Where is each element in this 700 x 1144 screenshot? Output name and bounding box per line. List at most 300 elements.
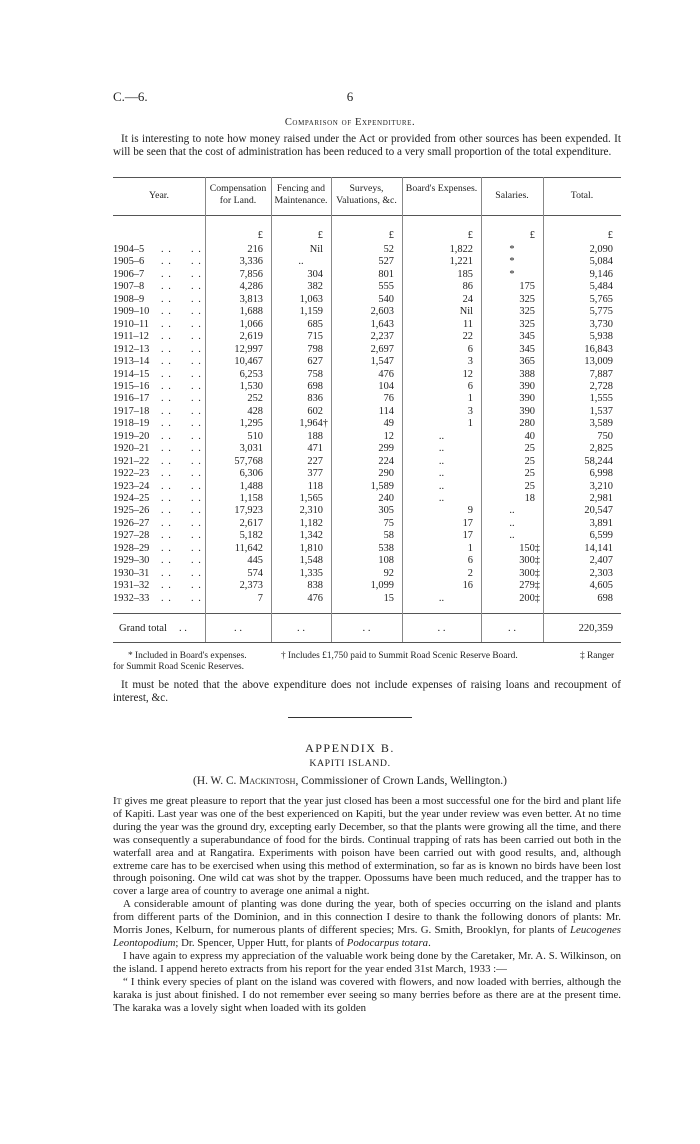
cell-compensation: 2,373	[239, 580, 263, 592]
cell-board-expenses: 17	[462, 517, 473, 529]
cell-total: 5,765	[589, 293, 613, 305]
year-leader: . .	[161, 281, 172, 293]
column-header-fencing: Fencing and Maintenance.	[274, 183, 328, 206]
cell-surveys: 114	[378, 405, 394, 417]
unit-label: £	[529, 230, 535, 241]
cell-surveys: 240	[378, 493, 394, 504]
cell-board-expenses: ..	[438, 455, 445, 467]
cell-board-expenses: 6	[467, 343, 473, 355]
column-header-compensation: Compensation for Land.	[209, 183, 267, 206]
unit-label: £	[467, 230, 473, 241]
cell-total: 16,843	[584, 343, 613, 355]
cell-compensation: 17,923	[234, 505, 263, 517]
cell-total: 750	[597, 430, 613, 442]
column-header-surveys: Surveys, Valuations, &c.	[336, 183, 397, 206]
year-cell: 1925–26	[113, 505, 150, 517]
year-cell: 1912–13	[113, 343, 150, 355]
year-cell: 1930–31	[113, 567, 150, 579]
unit-label: £	[317, 230, 323, 241]
year-leader: . .	[161, 418, 172, 430]
cell-salaries: 390	[519, 405, 535, 417]
cell-compensation: 57,768	[234, 455, 263, 467]
cell-fencing: 476	[307, 592, 323, 604]
cell-salaries: 280	[519, 418, 535, 430]
cell-compensation: 1,488	[239, 480, 263, 492]
cell-board-expenses: Nil	[459, 306, 473, 318]
cell-salaries: 325	[519, 306, 535, 318]
species-name: Podocarpus totara	[346, 936, 429, 949]
cell-fencing: 627	[307, 356, 323, 368]
cell-fencing: 1,565	[299, 493, 323, 504]
cell-compensation: 252	[247, 393, 263, 405]
cell-salaries: 200‡	[519, 592, 540, 604]
year-leader: . .	[161, 380, 172, 392]
cell-total: 698	[597, 592, 613, 604]
cell-total: 13,009	[584, 356, 613, 368]
cell-total: 3,891	[589, 517, 613, 529]
cell-salaries: ..	[509, 530, 515, 542]
year-cell: 1928–29	[113, 542, 150, 554]
year-leader: . .	[161, 567, 172, 579]
appendix-author: (H. W. C. Mackintosh, Commissioner of Crown Lands, Wellington.)	[193, 775, 507, 787]
intro-paragraph: It is interesting to note how money raised under the Act or provided from other sources has been expended. It will be seen that the cost of administration has been reduced to a very small proportion of the total expenditure.	[113, 133, 621, 159]
cell-total: 5,775	[589, 306, 613, 318]
cell-total: 3,589	[589, 418, 613, 430]
year-leader: . .	[191, 517, 202, 529]
year-cell: 1915–16	[113, 380, 150, 392]
column-header-year: Year.	[149, 190, 169, 201]
footnote-star: * Included in Board's expenses.	[128, 651, 247, 661]
year-cell: 1918–19	[113, 418, 150, 430]
year-cell: 1932–33	[113, 592, 150, 604]
cell-fencing: 304	[307, 268, 323, 280]
table-header-rule	[113, 215, 621, 216]
year-cell: 1922–23	[113, 468, 150, 480]
cell-fencing: 1,810	[299, 542, 323, 554]
cell-compensation: 3,813	[239, 293, 263, 305]
cell-board-expenses: ..	[438, 443, 445, 455]
cell-fencing: 602	[307, 405, 323, 417]
year-cell: 1917–18	[113, 405, 150, 417]
year-leader: . .	[191, 356, 202, 368]
cell-salaries: 150‡	[519, 542, 540, 554]
page-number: 6	[346, 89, 354, 104]
year-leader: . .	[161, 592, 172, 604]
cell-salaries: 175	[519, 281, 535, 293]
cell-compensation: 445	[247, 555, 263, 567]
cell-total: 2,728	[589, 380, 613, 392]
year-leader: . .	[161, 530, 172, 542]
cell-compensation: 12,997	[234, 343, 263, 355]
cell-compensation: 10,467	[234, 356, 263, 368]
year-leader: . .	[161, 505, 172, 517]
cell-total: 2,981	[589, 493, 613, 504]
year-leader: . .	[191, 268, 202, 280]
cell-surveys: 290	[378, 468, 394, 480]
year-leader: . .	[161, 331, 172, 343]
cell-salaries: ..	[509, 505, 515, 517]
unit-label: £	[257, 230, 263, 241]
cell-total: 7,887	[589, 368, 613, 380]
year-cell: 1926–27	[113, 517, 150, 529]
cell-total: 14,141	[584, 542, 613, 554]
section-title: Comparison of Expenditure.	[284, 117, 416, 128]
year-cell: 1920–21	[113, 443, 150, 455]
cell-board-expenses: 3	[467, 405, 473, 417]
grand-total-label: Grand total	[119, 623, 167, 634]
year-leader: . .	[161, 244, 172, 255]
cell-fencing: 1,964†	[299, 418, 328, 430]
cell-salaries: *	[509, 244, 515, 255]
cell-surveys: 527	[378, 256, 394, 268]
year-leader: . .	[191, 380, 202, 392]
unit-label: £	[388, 230, 394, 241]
cell-surveys: 2,697	[370, 343, 394, 355]
cell-salaries: 345	[519, 331, 535, 343]
cell-total: 6,599	[589, 530, 613, 542]
year-cell: 1907–8	[113, 281, 145, 293]
year-leader: . .	[191, 455, 202, 467]
year-leader: . .	[161, 493, 172, 504]
year-leader: . .	[191, 542, 202, 554]
cell-surveys: 540	[378, 293, 394, 305]
cell-fencing: 838	[307, 580, 323, 592]
cell-surveys: 476	[378, 368, 394, 380]
cell-surveys: 538	[378, 542, 394, 554]
cell-surveys: 76	[383, 393, 394, 405]
year-cell: 1904–5	[113, 244, 145, 255]
cell-surveys: 12	[383, 430, 394, 442]
cell-fencing: 798	[307, 343, 323, 355]
cell-fencing: 685	[307, 318, 323, 330]
grand-total-empty: . .	[234, 623, 242, 634]
cell-compensation: 510	[247, 430, 263, 442]
year-leader: . .	[161, 318, 172, 330]
cell-salaries: *	[509, 268, 515, 280]
cell-total: 5,938	[589, 331, 613, 343]
cell-board-expenses: 6	[467, 555, 473, 567]
cell-fencing: ..	[298, 256, 304, 268]
cell-total: 6,998	[589, 468, 613, 480]
year-leader: . .	[191, 480, 202, 492]
year-leader: . .	[191, 530, 202, 542]
cell-fencing: 2,310	[299, 505, 323, 517]
cell-surveys: 555	[378, 281, 394, 293]
appendix-body	[113, 795, 621, 1014]
cell-salaries: 300‡	[519, 567, 540, 579]
cell-compensation: 7	[257, 592, 263, 604]
appendix-title: APPENDIX B.	[305, 741, 395, 755]
cell-surveys: 1,643	[370, 318, 394, 330]
year-cell: 1929–30	[113, 555, 150, 567]
cell-surveys: 15	[383, 592, 394, 604]
year-cell: 1908–9	[113, 293, 145, 305]
cell-surveys: 801	[378, 268, 394, 280]
cell-compensation: 6,306	[239, 468, 263, 480]
cell-fencing: 1,342	[299, 530, 323, 542]
year-cell: 1921–22	[113, 455, 150, 467]
expenditure-table	[113, 177, 621, 643]
year-leader: . .	[161, 256, 172, 268]
cell-salaries: *	[509, 256, 515, 268]
cell-salaries: ..	[509, 517, 515, 529]
cell-board-expenses: 1,822	[449, 244, 473, 255]
year-leader: . .	[191, 468, 202, 480]
year-leader: . .	[191, 256, 202, 268]
cell-fencing: 382	[307, 281, 323, 293]
cell-total: 2,303	[589, 567, 613, 579]
cell-compensation: 5,182	[239, 530, 263, 542]
section-divider	[288, 717, 412, 718]
cell-fencing: 227	[307, 455, 323, 467]
cell-fencing: 188	[307, 430, 323, 442]
grand-total-leader: . .	[179, 623, 187, 634]
year-leader: . .	[161, 306, 172, 318]
cell-fencing: 1,159	[299, 306, 323, 318]
cell-total: 5,484	[589, 281, 613, 293]
cell-board-expenses: 6	[467, 380, 473, 392]
report-code: C.—6.	[113, 89, 148, 104]
cell-board-expenses: 1	[467, 418, 473, 430]
year-leader: . .	[161, 343, 172, 355]
year-leader: . .	[161, 542, 172, 554]
cell-fencing: 698	[307, 380, 323, 392]
cell-board-expenses: ..	[438, 480, 445, 492]
cell-salaries: 390	[519, 393, 535, 405]
grand-total-value: 220,359	[578, 623, 613, 634]
cell-board-expenses: 1,221	[449, 256, 473, 268]
cell-board-expenses: ..	[438, 493, 445, 504]
cell-surveys: 75	[383, 517, 394, 529]
year-cell: 1931–32	[113, 580, 150, 592]
year-leader: . .	[191, 331, 202, 343]
cell-total: 2,090	[589, 244, 613, 255]
cell-salaries: 40	[524, 430, 535, 442]
body-paragraph-1: It gives me great pleasure to report that the year just closed has been a most successful one for the bird and plant life of Kapiti. Last year was one of the best experienced on Kapiti, but the year under review was even better. At no time during the year was the ground dry, excepting early December, so that the plants were growing all the time, and there was consequently a superabundance of food for the birds. Continual trapping of rats has been carried out both in the waterfall area and at Rangatira. Experiments with poison have been carried out with good results, and, although extreme care has to be exercised when using this method of extermination, so far as is known no birds have been lost through poisoning. One wild cat was shot by the trapper. Opossums have been much reduced, and the trapper has to cover a large area of country to average one animal a night.	[113, 795, 621, 898]
year-leader: . .	[191, 293, 202, 305]
year-leader: . .	[161, 580, 172, 592]
cell-salaries: 279‡	[519, 580, 540, 592]
cell-surveys: 1,547	[370, 356, 394, 368]
year-cell: 1906–7	[113, 268, 145, 280]
cell-total: 1,537	[589, 405, 613, 417]
year-leader: . .	[191, 555, 202, 567]
cell-salaries: 345	[519, 343, 535, 355]
cell-total: 4,605	[589, 580, 613, 592]
table-body-rule	[113, 613, 621, 614]
year-cell: 1910–11	[113, 318, 149, 330]
cell-salaries: 25	[524, 468, 535, 480]
cell-compensation: 4,286	[239, 281, 263, 293]
year-leader: . .	[191, 281, 202, 293]
cell-salaries: 25	[524, 443, 535, 455]
cell-surveys: 1,099	[370, 580, 394, 592]
year-leader: . .	[191, 592, 202, 604]
cell-total: 2,407	[589, 555, 613, 567]
cell-compensation: 2,619	[239, 331, 263, 343]
unit-label: £	[607, 230, 613, 241]
expenditure-note: It must be noted that the above expenditure does not include expenses of raising loans and recoupment of interest, &c.	[113, 679, 621, 705]
column-header-board-expenses: Board's Expenses.	[405, 183, 478, 194]
cell-surveys: 108	[378, 555, 394, 567]
cell-salaries: 388	[519, 368, 535, 380]
year-leader: . .	[191, 493, 202, 504]
year-leader: . .	[161, 455, 172, 467]
year-leader: . .	[161, 405, 172, 417]
cell-fencing: 758	[307, 368, 323, 380]
cell-board-expenses: 22	[462, 331, 473, 343]
author-surname: Mackintosh	[239, 775, 296, 787]
year-cell: 1914–15	[113, 368, 150, 380]
cell-surveys: 1,589	[370, 480, 394, 492]
cell-surveys: 104	[378, 380, 394, 392]
cell-board-expenses: 16	[462, 580, 473, 592]
cell-fencing: 1,548	[299, 555, 323, 567]
cell-compensation: 1,158	[239, 493, 263, 504]
cell-compensation: 428	[247, 405, 263, 417]
year-leader: . .	[161, 393, 172, 405]
cell-surveys: 52	[383, 244, 394, 255]
year-cell: 1919–20	[113, 430, 150, 442]
cell-board-expenses: 11	[462, 318, 473, 330]
cell-board-expenses: ..	[438, 468, 445, 480]
year-leader: . .	[191, 505, 202, 517]
year-leader: . .	[161, 480, 172, 492]
body-paragraph-2: A considerable amount of planting was done during the year, both of species occurring on the island and plants from different parts of the Dominion, and in this connection I desire to thank the following donors of plants: Mr. Morris Jones, Kelburn, for numerous plants of different species; Mrs. G. Smith, Brooklyn, for plants of Leucogenes Leontopodium; Dr. Spencer, Upper Hutt, for plants of Podocarpus totara.	[113, 898, 621, 949]
year-leader: . .	[191, 318, 202, 330]
cell-compensation: 1,688	[239, 306, 263, 318]
year-cell: 1923–24	[113, 480, 150, 492]
year-leader: . .	[161, 368, 172, 380]
cell-salaries: 365	[519, 356, 535, 368]
year-leader: . .	[191, 418, 202, 430]
cell-board-expenses: ..	[438, 430, 445, 442]
cell-board-expenses: 86	[462, 281, 473, 293]
year-leader: . .	[161, 356, 172, 368]
cell-fencing: 715	[307, 331, 323, 343]
year-cell: 1924–25	[113, 493, 150, 504]
cell-salaries: 390	[519, 380, 535, 392]
cell-board-expenses: 1	[467, 393, 473, 405]
year-cell: 1911–12	[113, 331, 149, 343]
cell-compensation: 11,642	[234, 542, 263, 554]
cell-compensation: 3,336	[239, 256, 263, 268]
cell-surveys: 299	[378, 443, 394, 455]
cell-total: 1,555	[589, 393, 613, 405]
cell-board-expenses: 1	[467, 542, 473, 554]
year-cell: 1913–14	[113, 356, 150, 368]
cell-fencing: Nil	[309, 244, 323, 255]
cell-fencing: 836	[307, 393, 323, 405]
cell-total: 3,210	[589, 480, 613, 492]
cell-surveys: 305	[378, 505, 394, 517]
cell-fencing: 1,182	[299, 517, 323, 529]
cell-surveys: 2,237	[370, 331, 394, 343]
cell-surveys: 224	[378, 455, 394, 467]
cell-board-expenses: 185	[457, 268, 473, 280]
year-leader: . .	[161, 268, 172, 280]
year-leader: . .	[191, 393, 202, 405]
cell-board-expenses: 12	[462, 368, 473, 380]
cell-total: 3,730	[589, 318, 613, 330]
cell-compensation: 216	[247, 244, 263, 255]
cell-total: 5,084	[589, 256, 613, 268]
footnote-double-dagger-continued: for Summit Road Scenic Reserves.	[113, 662, 244, 672]
cell-compensation: 574	[247, 567, 263, 579]
footnote-double-dagger: ‡ Ranger	[580, 651, 615, 661]
cell-compensation: 1,295	[239, 418, 263, 430]
cell-board-expenses: 2	[467, 567, 473, 579]
cell-compensation: 2,617	[239, 517, 263, 529]
cell-board-expenses: 3	[467, 356, 473, 368]
grand-total-empty: . .	[297, 623, 305, 634]
appendix-subtitle: KAPITI ISLAND.	[309, 758, 391, 769]
cell-compensation: 1,066	[239, 318, 263, 330]
year-leader: . .	[161, 468, 172, 480]
cell-fencing: 471	[307, 443, 323, 455]
cell-compensation: 3,031	[239, 443, 263, 455]
year-leader: . .	[191, 567, 202, 579]
grand-total-empty: . .	[437, 623, 446, 634]
cell-salaries: 25	[524, 480, 535, 492]
column-header-salaries: Salaries.	[495, 190, 529, 201]
year-leader: . .	[191, 580, 202, 592]
cell-total: 2,825	[589, 443, 613, 455]
cell-fencing: 377	[307, 468, 323, 480]
year-leader: . .	[161, 555, 172, 567]
cell-salaries: 325	[519, 318, 535, 330]
cell-compensation: 7,856	[239, 268, 263, 280]
cell-total: 20,547	[584, 505, 613, 517]
cell-compensation: 1,530	[239, 380, 263, 392]
cell-fencing: 1,063	[299, 293, 323, 305]
grand-total-empty: . .	[508, 623, 516, 634]
footnote-dagger: † Includes £1,750 paid to Summit Road Scenic Reserve Board.	[281, 651, 518, 661]
table-top-rule	[113, 177, 621, 178]
year-cell: 1916–17	[113, 393, 150, 405]
cell-board-expenses: 9	[467, 505, 473, 517]
year-leader: . .	[161, 293, 172, 305]
year-leader: . .	[191, 430, 202, 442]
cell-fencing: 118	[307, 480, 323, 492]
body-paragraph-4: “ I think every species of plant on the island was covered with flowers, and now loaded with berries, although the karaka is just about finished. I do not remember ever seeing so many berries before as there are at the present time. The karaka was a lovely sight when loaded with its golden	[113, 975, 621, 1014]
table-bottom-rule	[113, 642, 621, 643]
cell-salaries: 25	[524, 455, 535, 467]
cell-salaries: 18	[524, 493, 535, 504]
species-name: Leucogenes Leontopodium	[113, 924, 621, 949]
cell-board-expenses: 17	[462, 530, 473, 542]
year-leader: . .	[161, 430, 172, 442]
year-leader: . .	[191, 244, 202, 255]
year-leader: . .	[191, 368, 202, 380]
column-header-total: Total.	[570, 190, 594, 201]
grand-total-empty: . .	[362, 623, 371, 634]
year-leader: . .	[161, 443, 172, 455]
cell-compensation: 6,253	[239, 368, 263, 380]
cell-surveys: 49	[383, 418, 394, 430]
year-cell: 1905–6	[113, 256, 145, 268]
year-leader: . .	[191, 405, 202, 417]
cell-salaries: 325	[519, 293, 535, 305]
year-leader: . .	[191, 306, 202, 318]
year-cell: 1909–10	[113, 306, 150, 318]
cell-board-expenses: 24	[462, 293, 473, 305]
year-leader: . .	[161, 517, 172, 529]
cell-fencing: 1,335	[299, 567, 323, 579]
year-leader: . .	[191, 343, 202, 355]
cell-surveys: 58	[383, 530, 394, 542]
year-leader: . .	[191, 443, 202, 455]
